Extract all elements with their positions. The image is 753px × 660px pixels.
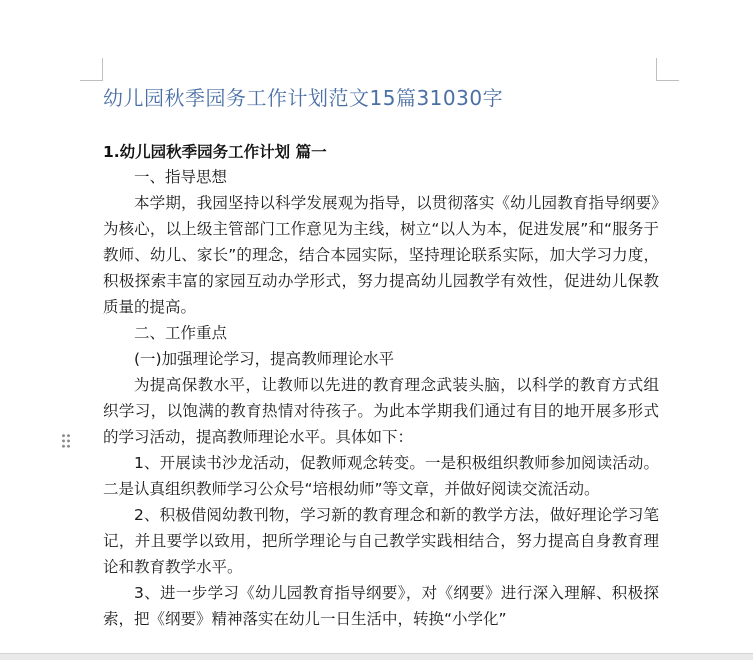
paragraph-work-focus[interactable]: 二、工作重点 [134,324,228,342]
paragraph-item-2[interactable]: 2、积极借阅幼教刊物，学习新的教育理念和新的教学方法，做好理论学习笔记，并且要学以致用，把所学理论与自己教学实践相结合，努力提高自身教育理论和教育教学水平。 [103,506,659,576]
margin-mark-top-left [80,58,103,81]
margin-mark-top-right [656,58,679,81]
paragraph-item-1[interactable]: 1、开展读书沙龙活动，促教师观念转变。一是积极组织教师参加阅读活动。二是认真组织教师学习公众号“培根幼师”等文章，并做好阅读交流活动。 [103,454,659,498]
section-heading[interactable]: 1.幼儿园秋季园务工作计划 篇一 [103,143,327,161]
paragraph-item-3[interactable]: 3、进一步学习《幼儿园教育指导纲要》，对《纲要》进行深入理解、积极探索，把《纲要》精神落实在幼儿一日生活中，转换“小学化” [103,584,659,628]
paragraph-theory-study[interactable]: (一)加强理论学习，提高教师理论水平 [134,350,395,368]
drag-handle-icon[interactable] [61,433,71,449]
paragraph-intro[interactable]: 本学期，我园坚持以科学发展观为指导，以贯彻落实《幼儿园教育指导纲要》为核心，以上级主管部门工作意见为主线，树立“以人为本，促进发展”和“服务于教师、幼儿、家长”的理念，结合本园实际，坚持理论联系实际，加大学习力度，积极探索丰富的家园互动办学形式，努力提高幼儿园教学有效性，促进幼儿保教质量的提高。 [103,194,659,316]
paragraph-improve-level[interactable]: 为提高保教水平，让教师以先进的教育理念武装头脑，以科学的教育方式组织学习，以饱满的教育热情对待孩子。为此本学期我们通过有目的地开展多形式的学习活动，提高教师理论水平。具体如下： [103,376,659,446]
document-title[interactable]: 幼儿园秋季园务工作计划范文15篇31030字 [103,86,504,110]
document-body[interactable] [103,164,659,632]
paragraph-guiding-ideology[interactable]: 一、指导思想 [134,168,228,186]
